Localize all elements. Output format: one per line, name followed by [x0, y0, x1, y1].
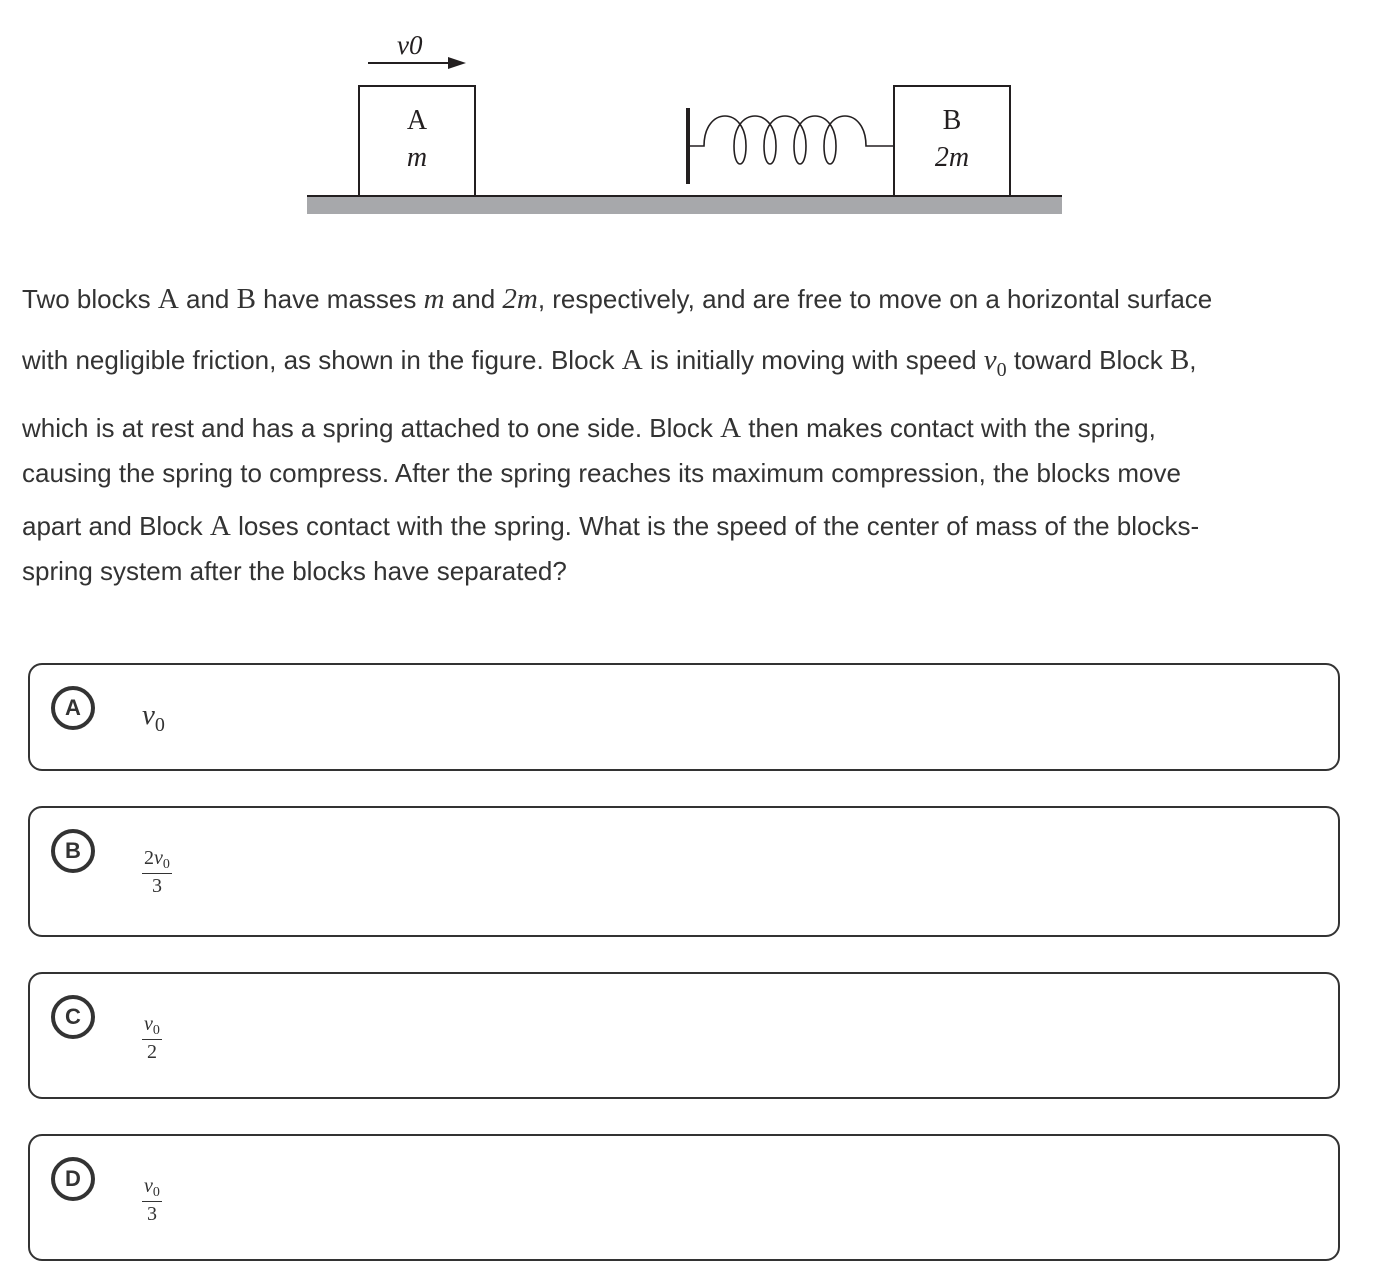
choice-a-badge: A	[51, 686, 95, 730]
velocity-arrowhead	[448, 57, 466, 69]
velocity-label: v0	[397, 30, 423, 60]
question-line-5: apart and Block A loses contact with the spring. What is the speed of the center of mass of the blocks-	[22, 510, 1200, 542]
ground-surface	[307, 196, 1062, 214]
block-a-mass: m	[406, 142, 428, 173]
choice-d-answer	[142, 1174, 162, 1226]
choice-c-badge: C	[51, 995, 95, 1039]
choice-b-fraction: $\frac{2v_0}{3}$	[144, 847, 170, 897]
spring-coil	[688, 116, 894, 164]
physics-figure	[300, 20, 1080, 225]
block-a-name: A	[406, 105, 428, 136]
spring	[688, 108, 894, 184]
choice-a[interactable]	[28, 663, 1340, 771]
block-b-mass: 2m	[934, 142, 970, 173]
choice-d-badge: D	[51, 1157, 95, 1201]
question-line-6: spring system after the blocks have separated?	[22, 556, 567, 586]
choice-d[interactable]	[28, 1134, 1340, 1261]
block-b	[894, 86, 1010, 196]
choice-c[interactable]	[28, 972, 1340, 1099]
question-line-4: causing the spring to compress. After the spring reaches its maximum compression, the blocks move	[22, 458, 1181, 488]
choice-c-answer	[142, 1012, 162, 1064]
choice-b[interactable]	[28, 806, 1340, 937]
choice-a-answer: $v_0$	[142, 699, 165, 736]
block-b-name: B	[942, 105, 962, 136]
question-line-3: which is at rest and has a spring attached to one side. Block A then makes contact with the spring,	[22, 412, 1156, 444]
question-line-2: with negligible friction, as shown in the figure. Block A is initially moving with speed $v_0$ toward Block B,	[22, 344, 1197, 381]
blocks-spring-diagram	[300, 20, 1080, 225]
block-a	[359, 86, 475, 196]
choice-c-fraction: $\frac{v_0}{2}$	[144, 1013, 160, 1063]
choice-b-badge: B	[51, 829, 95, 873]
choice-b-answer	[142, 846, 172, 898]
question-line-1: Two blocks A and B have masses m and 2m, respectively, and are free to move on a horizontal surface	[22, 283, 1213, 315]
choice-d-fraction: $\frac{v_0}{3}$	[144, 1175, 160, 1225]
